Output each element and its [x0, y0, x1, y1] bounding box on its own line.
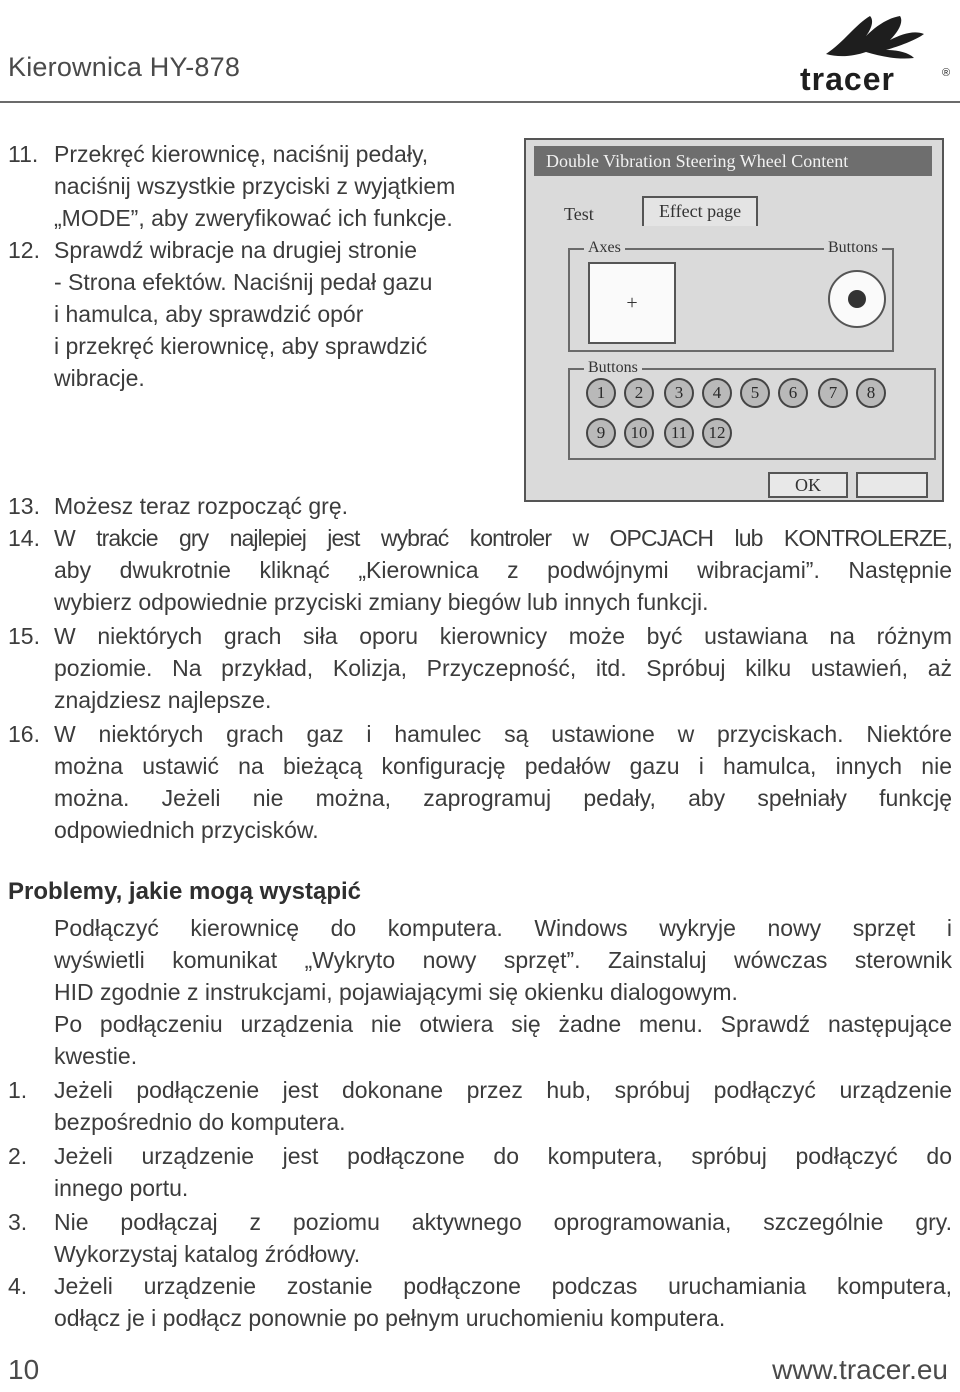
- list-text-line: odpowiednich przycisków.: [54, 817, 319, 843]
- blank-button[interactable]: [856, 472, 928, 498]
- button-indicator-1: 1: [586, 378, 616, 408]
- list-number: 15.: [8, 623, 40, 649]
- dialog-title: Double Vibration Steering Wheel Content: [534, 146, 932, 176]
- list-text-line: poziomie. Na przykład, Kolizja, Przyczepność, itd. Spróbuj kilku ustawień, aż: [54, 655, 952, 681]
- list-text-line: odłącz je i podłącz ponownie po pełnym uruchomieniu komputera.: [54, 1305, 726, 1331]
- crosshair-icon: +: [626, 292, 638, 314]
- list-number: 1.: [8, 1077, 28, 1103]
- list-text-line: znajdziesz najlepsze.: [54, 687, 272, 713]
- list-number: 14.: [8, 525, 40, 551]
- list-text-line: W niektórych grach gaz i hamulec są ustawione w przyciskach. Niektóre: [54, 721, 952, 747]
- tracer-logo: [796, 6, 956, 98]
- axes-label: Axes: [584, 240, 625, 256]
- button-indicator-4: 4: [702, 378, 732, 408]
- list-text-line: Przekręć kierownicę, naciśnij pedały,: [54, 141, 429, 167]
- list-number: 2.: [8, 1143, 28, 1169]
- list-number: 16.: [8, 721, 40, 747]
- list-text-line: można. Jeżeli nie można, zaprogramuj pedały, aby spełniały funkcję: [54, 785, 952, 811]
- list-number: 11.: [8, 141, 39, 167]
- list-number: 3.: [8, 1209, 28, 1235]
- list-text-line: można ustawić na bieżącą konfigurację pedałów gazu i hamulca, innych nie: [54, 753, 952, 779]
- list-text-line: Jeżeli urządzenie zostanie podłączone podczas uruchamiania komputera,: [54, 1273, 952, 1299]
- list-text-line: Jeżeli podłączenie jest dokonane przez hub, spróbuj podłączyć urządzenie: [54, 1077, 952, 1103]
- list-text-line: naciśnij wszystkie przyciski z wyjątkiem: [54, 173, 456, 199]
- list-text-line: W niektórych grach siła oporu kierownicy może być ustawiana na różnym: [54, 623, 952, 649]
- intro-text-line: Po podłączeniu urządzenia nie otwiera się żadne menu. Sprawdź następujące: [54, 1011, 952, 1037]
- list-text-line: - Strona efektów. Naciśnij pedał gazu: [54, 269, 433, 295]
- footer-url[interactable]: www.tracer.eu: [772, 1354, 948, 1385]
- header-divider: [0, 101, 960, 103]
- list-number: 4.: [8, 1273, 28, 1299]
- tab-effect-page[interactable]: Effect page: [642, 196, 758, 226]
- list-text-line: Sprawdź wibracje na drugiej stronie: [54, 237, 418, 263]
- intro-text-line: kwestie.: [54, 1043, 138, 1069]
- page-number: 10: [8, 1354, 40, 1385]
- list-number: 13.: [8, 493, 40, 519]
- button-indicator-11: 11: [664, 418, 694, 448]
- tab-test[interactable]: Test: [564, 204, 594, 224]
- button-indicator-9: 9: [586, 418, 616, 448]
- button-indicator-5: 5: [740, 378, 770, 408]
- axes-display: [588, 262, 676, 344]
- problems-heading: Problemy, jakie mogą wystąpić: [8, 878, 362, 905]
- list-text-line: aby dwukrotnie kliknąć „Kierownica z podwójnymi wibracjami”. Następnie: [54, 557, 952, 583]
- ok-button[interactable]: OK: [768, 472, 848, 498]
- button-indicator-10: 10: [624, 418, 654, 448]
- svg-text:®: ®: [942, 67, 951, 79]
- list-text-line: i przekręć kierownicę, aby sprawdzić: [54, 333, 428, 359]
- button-indicator-6: 6: [778, 378, 808, 408]
- list-text-line: wibracje.: [54, 365, 145, 391]
- button-indicator-2: 2: [624, 378, 654, 408]
- button-indicator-12: 12: [702, 418, 732, 448]
- list-text-line: W trakcie gry najlepiej jest wybrać kontroler w OPCJACH lub KONTROLERZE,: [54, 525, 952, 551]
- steering-wheel-dialog: [524, 138, 944, 502]
- buttons-label-bottom: Buttons: [584, 360, 642, 376]
- button-indicator-3: 3: [664, 378, 694, 408]
- list-text-line: Jeżeli urządzenie jest podłączone do komputera, spróbuj podłączyć do: [54, 1143, 952, 1169]
- tracer-logo-text: tracer: [800, 61, 895, 97]
- radio-dot-icon: [848, 290, 866, 308]
- list-text-line: Wykorzystaj katalog źródłowy.: [54, 1241, 361, 1267]
- tracer-logo-mark-icon: [826, 16, 924, 59]
- intro-text-line: wyświetli komunikat „Wykryto nowy sprzęt”. Zainstaluj wówczas sterownik: [54, 947, 952, 973]
- list-number: 12.: [8, 237, 40, 263]
- buttons-label-top: Buttons: [824, 240, 882, 256]
- intro-text-line: HID zgodnie z instrukcjami, pojawiającymi się okienku dialogowym.: [54, 979, 738, 1005]
- button-indicator-7: 7: [818, 378, 848, 408]
- intro-text-line: Podłączyć kierownicę do komputera. Windows wykryje nowy sprzęt i: [54, 915, 952, 941]
- list-text-line: „MODE”, aby zweryfikować ich funkcje.: [54, 205, 453, 231]
- list-text-line: wybierz odpowiednie przyciski zmiany biegów lub innych funkcji.: [54, 589, 709, 615]
- button-indicator-8: 8: [856, 378, 886, 408]
- list-text-line: Nie podłączaj z poziomu aktywnego oprogramowania, szczególnie gry.: [54, 1209, 952, 1235]
- list-text-line: Możesz teraz rozpocząć grę.: [54, 493, 349, 519]
- list-text-line: bezpośrednio do komputera.: [54, 1109, 346, 1135]
- list-text-line: i hamulca, aby sprawdzić opór: [54, 301, 364, 327]
- list-text-line: innego portu.: [54, 1175, 189, 1201]
- button-indicator: [828, 270, 886, 328]
- header-title: Kierownica HY-878: [8, 52, 241, 82]
